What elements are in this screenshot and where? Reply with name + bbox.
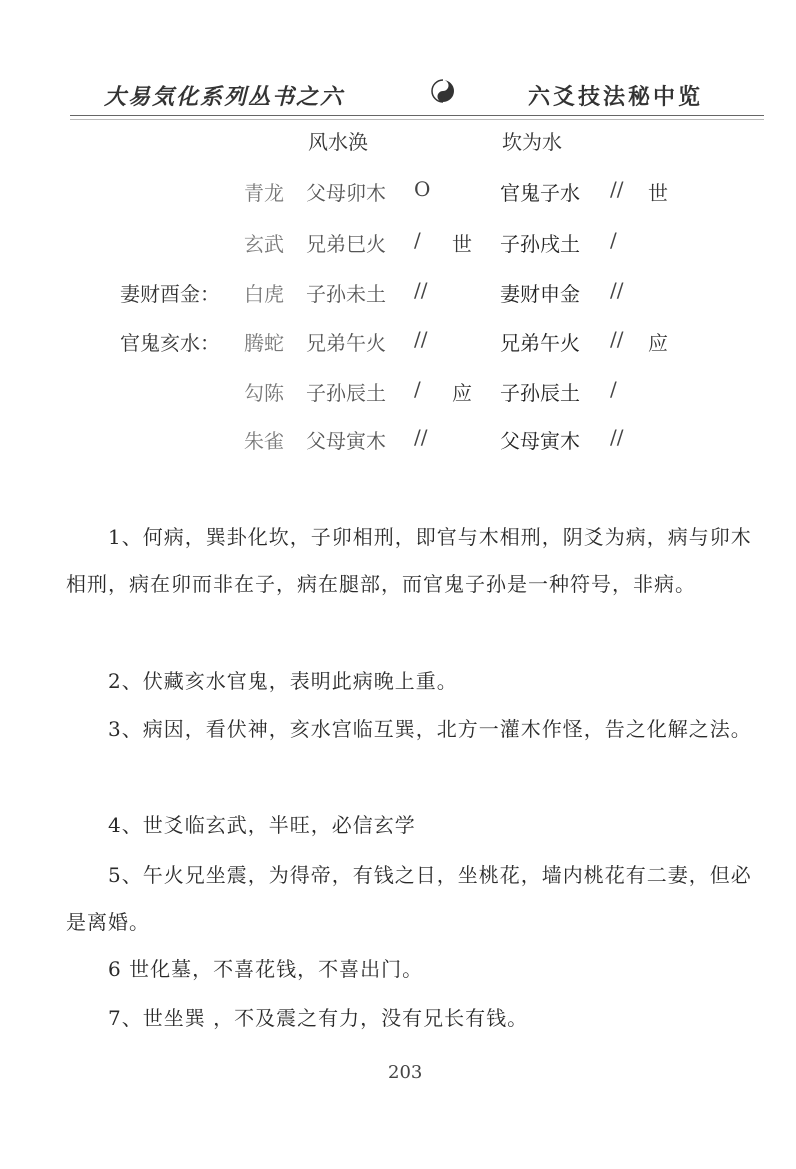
row-spirit: 白虎 — [244, 282, 284, 306]
row-line: 子孙未土 — [306, 282, 386, 306]
row-right-mark: // — [610, 425, 624, 449]
hexagram-left-title: 风水涣 — [308, 130, 368, 154]
header-rule — [70, 115, 764, 116]
page-number: 203 — [388, 1062, 423, 1083]
yin-yang-icon — [430, 78, 456, 104]
row-spirit: 青龙 — [244, 181, 284, 205]
paragraph-7: 7、世坐巽 ，不及震之有力，没有兄长有钱。 — [108, 1006, 529, 1030]
row-hidden-spirit: 官鬼亥水： — [120, 331, 220, 355]
row-line: 子孙辰土 — [306, 381, 386, 405]
row-world: 应 — [452, 381, 472, 405]
row-line: 兄弟巳火 — [306, 232, 386, 256]
row-line: 父母寅木 — [306, 429, 386, 453]
row-right-world: 世 — [648, 181, 668, 205]
paragraph-4: 4、世爻临玄武，半旺，必信玄学 — [108, 813, 416, 837]
header-book-series: 大易気化系列丛书之六 — [104, 84, 345, 110]
hexagram-right-title: 坎为水 — [502, 130, 562, 154]
row-spirit: 玄武 — [244, 232, 284, 256]
row-right-line: 兄弟午火 — [500, 331, 580, 355]
header-rule-thin — [70, 119, 764, 120]
paragraph-5: 5、午火兄坐震，为得帝，有钱之日，坐桃花，墙内桃花有二妻，但必是离婚。 — [66, 863, 752, 934]
row-right-mark: / — [610, 377, 617, 401]
row-right-mark: // — [610, 177, 624, 201]
row-right-line: 官鬼子水 — [500, 181, 580, 205]
row-spirit: 腾蛇 — [244, 331, 284, 355]
row-mark: / — [414, 228, 421, 252]
row-right-mark: / — [610, 228, 617, 252]
row-mark: / — [414, 377, 421, 401]
header-book-title: 六爻技法秘中览 — [528, 84, 704, 110]
row-spirit: 勾陈 — [244, 381, 284, 405]
row-right-line: 父母寅木 — [500, 429, 580, 453]
paragraph-3: 3、病因，看伏神，亥水宫临互巽，北方一灌木作怪，告之化解之法。 — [108, 717, 752, 741]
paragraph-1: 1、何病，巽卦化坎，子卯相刑，即官与木相刑，阴爻为病，病与卯木相刑，病在卯而非在子，病在腿部，而官鬼子孙是一种符号，非病。 — [66, 525, 752, 596]
row-right-line: 子孙戌土 — [500, 232, 580, 256]
row-mark: O — [414, 177, 431, 201]
paragraph-2: 2、伏藏亥水官鬼，表明此病晚上重。 — [108, 669, 458, 693]
paragraph-6: 6 世化墓，不喜花钱，不喜出门。 — [108, 957, 424, 981]
row-right-mark: // — [610, 327, 624, 351]
row-line: 父母卯木 — [306, 181, 386, 205]
row-right-line: 子孙辰土 — [500, 381, 580, 405]
row-right-world: 应 — [648, 331, 668, 355]
row-mark: // — [414, 327, 428, 351]
row-mark: // — [414, 425, 428, 449]
row-mark: // — [414, 278, 428, 302]
row-world: 世 — [452, 232, 472, 256]
row-line: 兄弟午火 — [306, 331, 386, 355]
row-right-line: 妻财申金 — [500, 282, 580, 306]
row-spirit: 朱雀 — [244, 429, 284, 453]
row-right-mark: // — [610, 278, 624, 302]
row-hidden-spirit: 妻财酉金： — [120, 282, 220, 306]
